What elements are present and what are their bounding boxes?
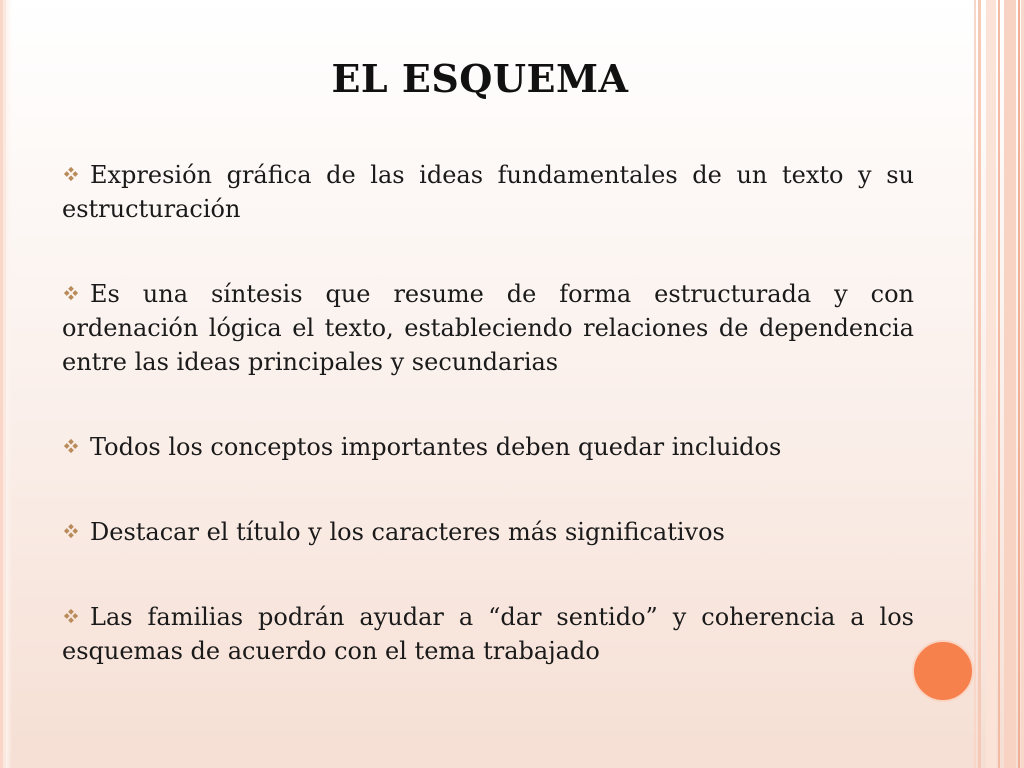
diamond-bullet-icon [66,441,76,451]
bullet-text: Todos los conceptos importantes deben quedar incluidos [90,433,782,461]
bullet-item [62,430,914,464]
left-edge-decoration [0,0,12,768]
stripe [1018,0,1020,768]
stripe [978,0,981,768]
stripe [986,0,996,768]
diamond-bullet-icon [66,169,76,179]
diamond-bullet-icon [66,526,76,536]
bullet-text: Destacar el título y los caracteres más significativos [90,518,725,546]
bullet-text: Las familias podrán ayudar a “dar sentido” y coherencia a los esquemas de acuerdo con el tema trabajado [62,603,914,665]
stripe [1004,0,1016,768]
bullet-item [62,600,914,668]
diamond-bullet-icon [66,611,76,621]
bullet-item [62,277,914,379]
diamond-bullet-icon [66,288,76,298]
right-stripes-decoration [974,0,1024,768]
slide-title: EL ESQUEMA [331,56,629,101]
stripe [998,0,1000,768]
stripe [974,0,976,768]
bullet-text: Expresión gráfica de las ideas fundamentales de un texto y su estructuración [62,161,914,223]
orange-circle-decoration [912,640,974,702]
bullet-text: Es una síntesis que resume de forma estructurada y con ordenación lógica el texto, estableciendo relaciones de dependencia entre las ideas principales y secundarias [62,280,914,376]
bullet-item [62,515,914,549]
bullet-list [62,158,914,668]
bullet-item [62,158,914,226]
